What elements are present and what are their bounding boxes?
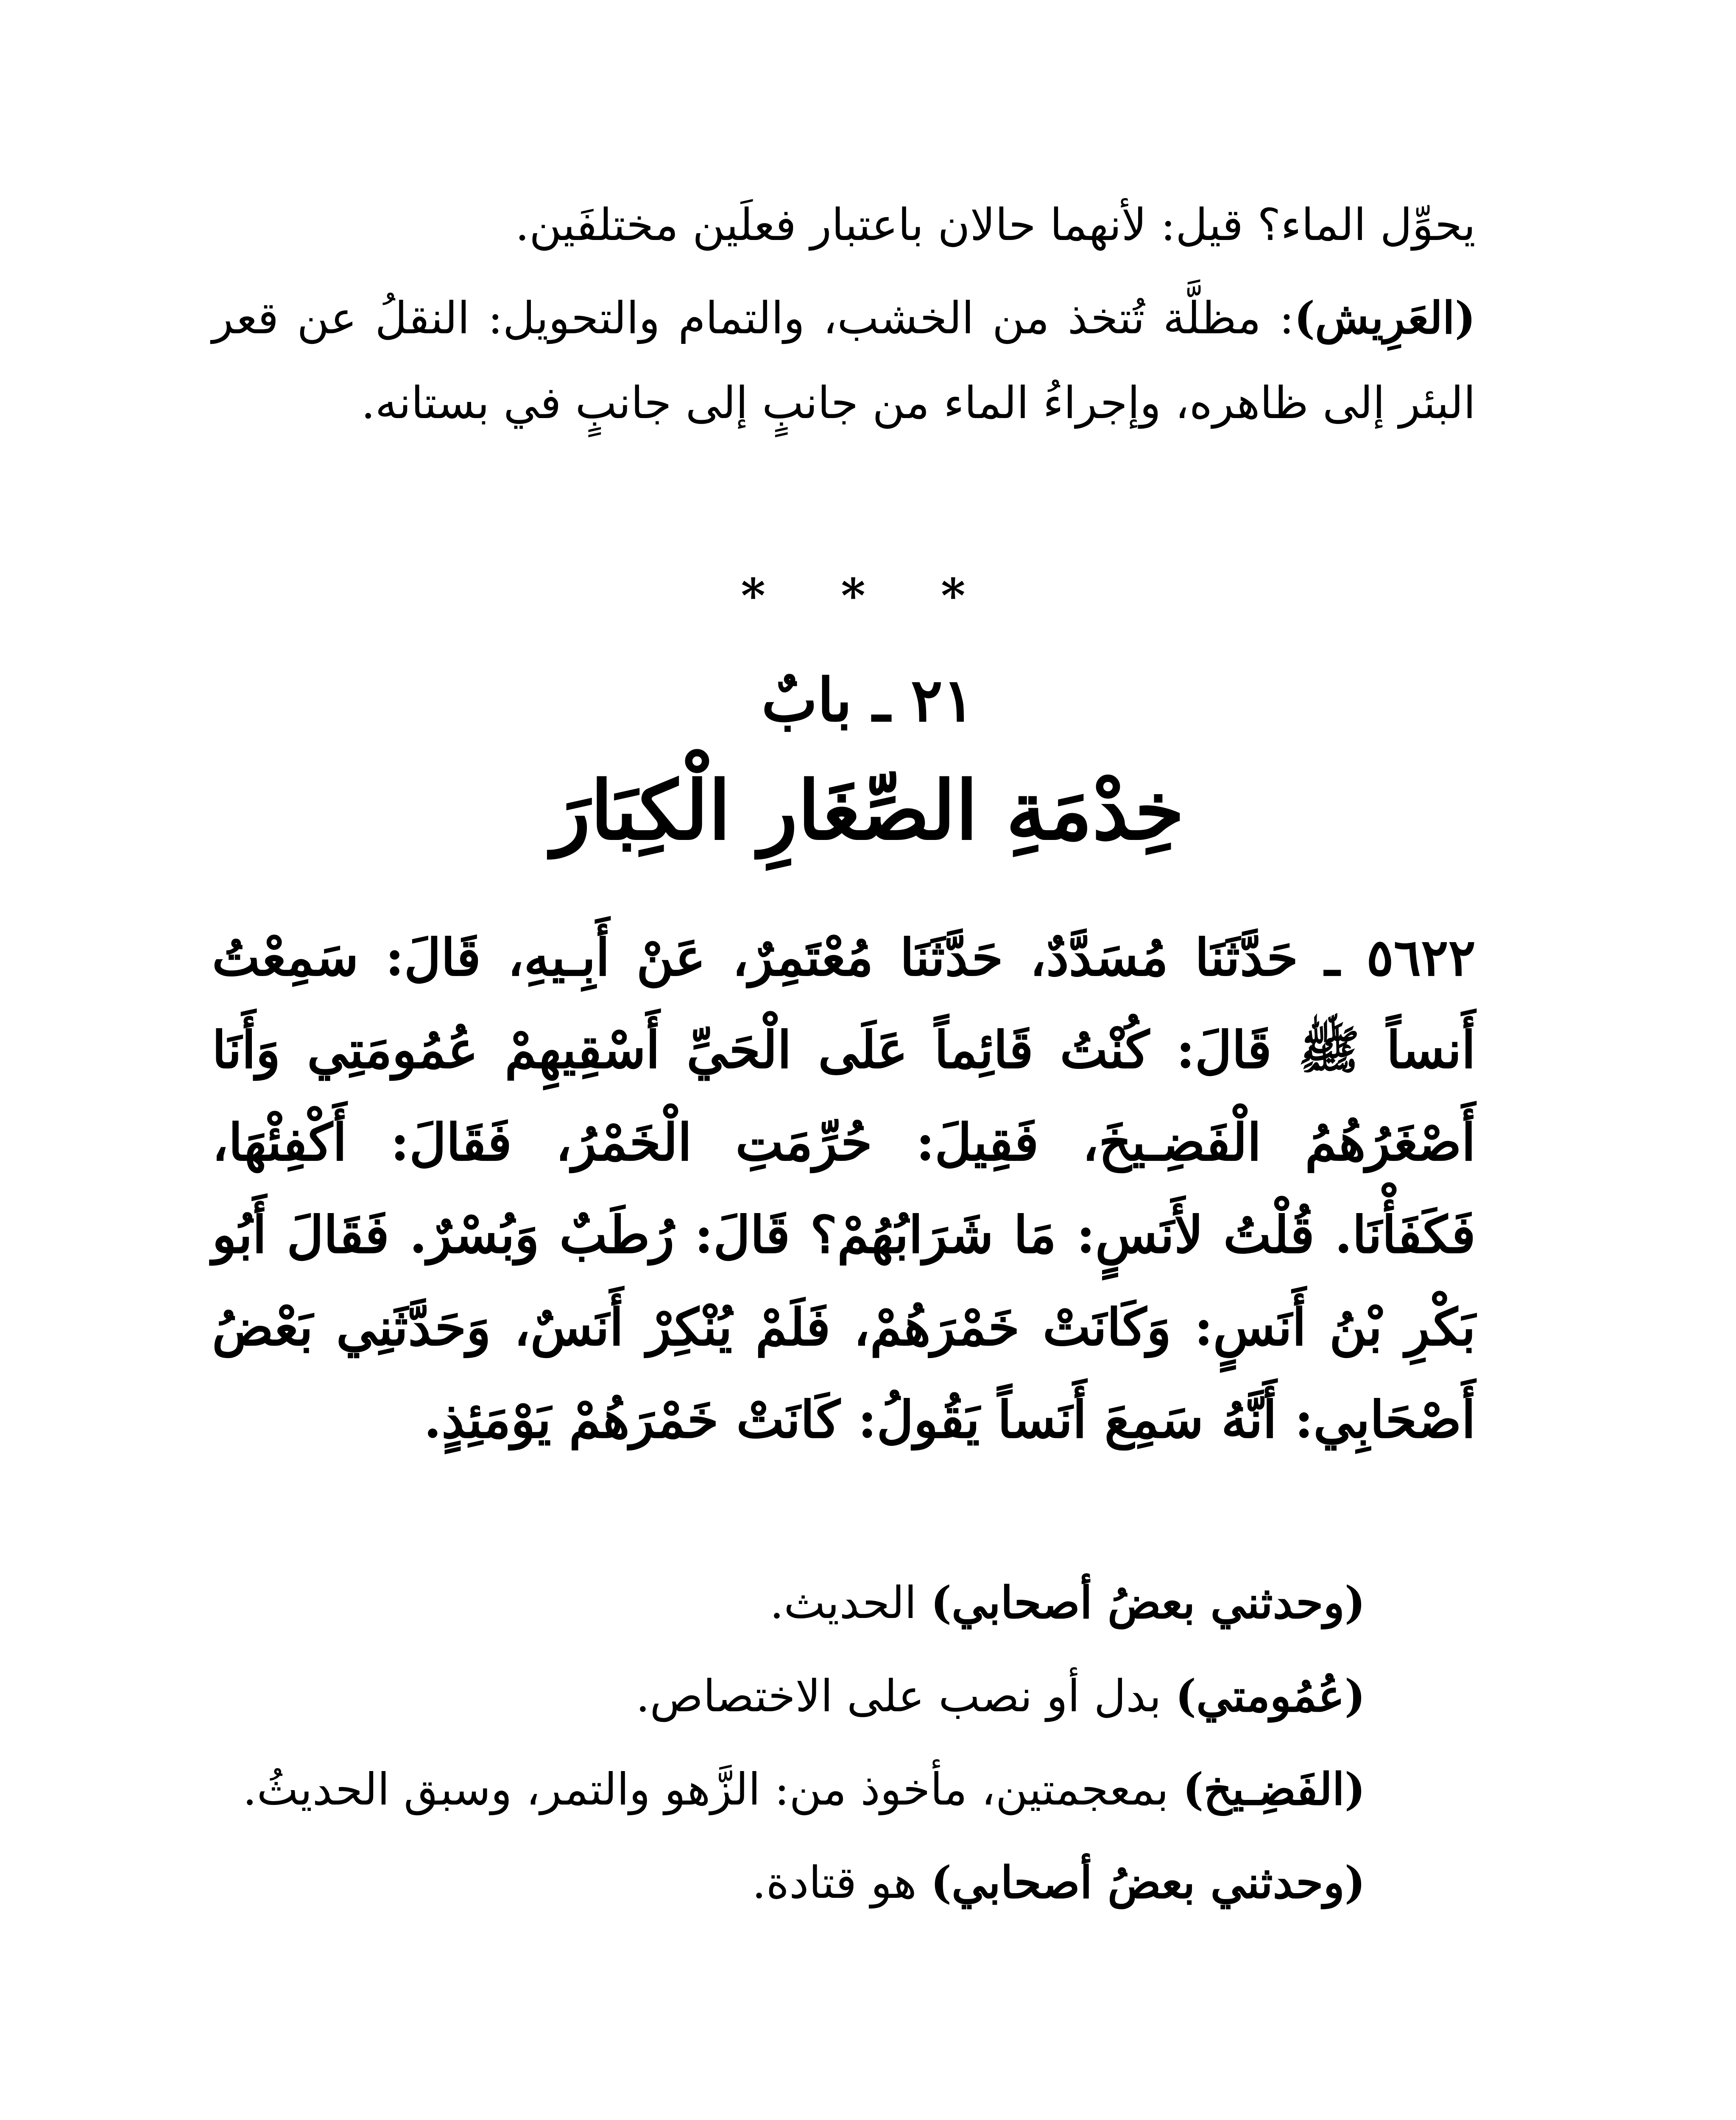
- commentary-term: (الفَضِـيخ): [1183, 1763, 1365, 1815]
- commentary-paragraph: [212, 182, 1476, 267]
- commentary-term: (وحدثني بعضُ أصحابي): [930, 1856, 1365, 1908]
- commentary-text: الحديث.: [770, 1577, 931, 1629]
- commentary-text: هو قتادة.: [752, 1857, 931, 1908]
- bottom-commentary: [212, 1560, 1476, 1925]
- commentary-term: (عُمُومتي): [1175, 1670, 1365, 1722]
- commentary-paragraph: [212, 276, 1476, 445]
- top-commentary: [212, 182, 1476, 445]
- chapter-title: خِدْمَةِ الصِّغَارِ الْكِبَارَ: [551, 763, 1185, 858]
- hadith-block: [212, 912, 1476, 1466]
- separator-stars: * * *: [741, 568, 995, 623]
- commentary-text: بدل أو نصب على الاختصاص.: [636, 1670, 1175, 1722]
- commentary-term: (العَرِيش): [1294, 292, 1476, 344]
- commentary-paragraph: [212, 1654, 1476, 1738]
- commentary-paragraph: [212, 1560, 1476, 1645]
- commentary-text: بمعجمتين، مأخوذ من: الزَّهو والتمر، وسبق الحديثُ.: [243, 1763, 1183, 1815]
- commentary-paragraph: [212, 1747, 1476, 1832]
- commentary-term: (وحدثني بعضُ أصحابي): [930, 1576, 1365, 1629]
- commentary-paragraph: [212, 1840, 1476, 1925]
- commentary-text: يحوِّل الماء؟ قيل: لأنهما حالان باعتبار فعلَين مختلفَين.: [515, 199, 1476, 251]
- hadith-text: ٥٦٢٢ ـ حَدَّثَنَا مُسَدَّدٌ، حَدَّثَنَا مُعْتَمِرٌ، عَنْ أَبِـيهِ، قَالَ: سَمِعْتُ أَنساً ﷺ قَالَ: كُنْتُ قَائِماً عَلَى الْحَيِّ أَسْقِيهِمْ عُمُومَتِي وَأَنَا أَصْغَرُهُمُ الْفَضِـيخَ، فَقِيلَ: حُرِّمَتِ الْخَمْرُ، فَقَالَ: أَكْفِئْهَا، فَكَفَأْنَا. قُلْتُ لأَنَسٍ: مَا شَرَابُهُمْ؟ قَالَ: رُطَبٌ وَبُسْرٌ. فَقَالَ أَبُو بَكْرِ بْنُ أَنَسٍ: وَكَانَتْ خَمْرَهُمْ، فَلَمْ يُنْكِرْ أَنَسٌ، وَحَدَّثَنِي بَعْضُ أَصْحَابِي: أَنَّهُ سَمِعَ أَنَساً يَقُولُ: كَانَتْ خَمْرَهُمْ يَوْمَئِذٍ.: [212, 928, 1476, 1450]
- commentary-text: : مظلَّة تُتخذ من الخشب، والتمام والتحويل: النقلُ عن قعر البئر إلى ظاهره، وإجراءُ الماء من جانبٍ إلى جانبٍ في بستانه.: [212, 292, 1476, 429]
- chapter-number: ٢١ ـ بابٌ: [761, 666, 975, 735]
